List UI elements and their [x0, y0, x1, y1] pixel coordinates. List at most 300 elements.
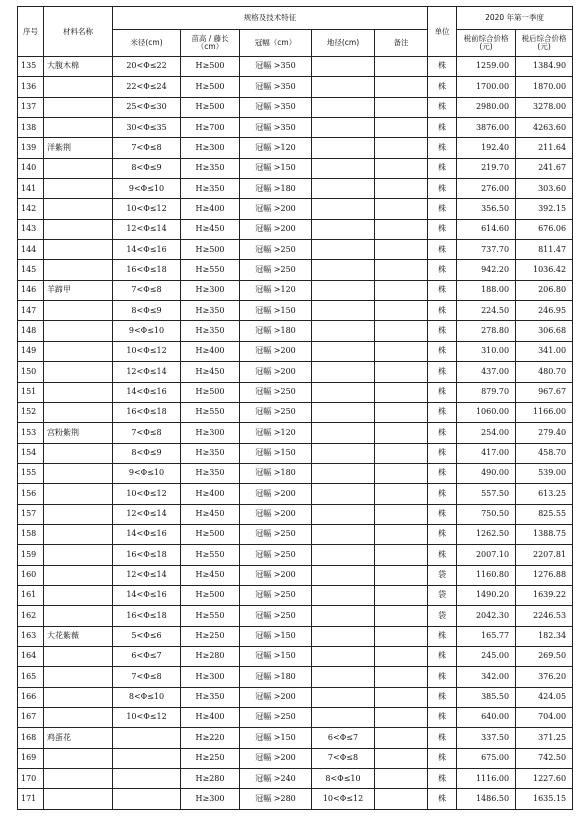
row-ground-diameter: 7<Φ≤8 [312, 748, 375, 768]
row-aftertax-price: 676.06 [516, 219, 573, 239]
row-crown: 冠幅 >200 [240, 504, 312, 524]
row-pretax-price: 1490.20 [457, 585, 516, 605]
row-crown: 冠幅 >150 [240, 626, 312, 646]
row-remark [375, 97, 428, 117]
header-height: 苗高 / 藤长（cm） [181, 30, 240, 57]
row-unit: 株 [428, 77, 457, 97]
row-no: 149 [18, 341, 44, 361]
row-unit: 株 [428, 382, 457, 402]
row-remark [375, 667, 428, 687]
row-unit: 株 [428, 362, 457, 382]
table-row [18, 545, 573, 565]
row-remark [375, 646, 428, 666]
row-remark [375, 382, 428, 402]
row-no: 165 [18, 667, 44, 687]
row-ground-diameter [312, 118, 375, 138]
row-crown: 冠幅 >240 [240, 769, 312, 789]
header-aftertax: 税后综合价格(元) [516, 30, 573, 57]
row-aftertax-price: 458.70 [516, 443, 573, 463]
row-unit: 株 [428, 545, 457, 565]
row-no: 163 [18, 626, 44, 646]
table-row [18, 728, 573, 748]
row-height: H≥500 [181, 57, 240, 77]
row-ground-diameter [312, 77, 375, 97]
row-diameter: 12<Φ≤14 [113, 362, 181, 382]
row-pretax-price: 557.50 [457, 484, 516, 504]
row-diameter: 7<Φ≤8 [113, 423, 181, 443]
row-crown: 冠幅 >250 [240, 606, 312, 626]
row-height: H≥300 [181, 667, 240, 687]
row-diameter: 6<Φ≤7 [113, 646, 181, 666]
row-no: 170 [18, 769, 44, 789]
row-pretax-price: 342.00 [457, 667, 516, 687]
row-height: H≥500 [181, 97, 240, 117]
row-no: 167 [18, 708, 44, 728]
row-no: 160 [18, 565, 44, 585]
row-no: 162 [18, 606, 44, 626]
row-height: H≥500 [181, 382, 240, 402]
row-diameter: 7<Φ≤8 [113, 280, 181, 300]
row-aftertax-price: 2246.53 [516, 606, 573, 626]
row-pretax-price: 188.00 [457, 280, 516, 300]
row-ground-diameter: 10<Φ≤12 [312, 789, 375, 809]
row-no: 137 [18, 97, 44, 117]
row-unit: 株 [428, 97, 457, 117]
row-pretax-price: 1262.50 [457, 524, 516, 544]
row-height: H≥500 [181, 240, 240, 260]
row-remark [375, 504, 428, 524]
row-aftertax-price: 4263.60 [516, 118, 573, 138]
row-crown: 冠幅 >150 [240, 301, 312, 321]
row-aftertax-price: 246.95 [516, 301, 573, 321]
row-crown: 冠幅 >350 [240, 57, 312, 77]
row-ground-diameter [312, 219, 375, 239]
row-ground-diameter [312, 179, 375, 199]
row-crown: 冠幅 >150 [240, 728, 312, 748]
row-diameter: 16<Φ≤18 [113, 260, 181, 280]
row-diameter [113, 748, 181, 768]
row-unit: 株 [428, 443, 457, 463]
row-remark [375, 280, 428, 300]
row-ground-diameter [312, 606, 375, 626]
row-unit: 株 [428, 260, 457, 280]
row-material-name [44, 260, 113, 280]
row-ground-diameter [312, 260, 375, 280]
row-no: 136 [18, 77, 44, 97]
row-crown: 冠幅 >250 [240, 260, 312, 280]
row-pretax-price: 2042.30 [457, 606, 516, 626]
header-material: 材料名称 [44, 7, 113, 57]
row-diameter [113, 728, 181, 748]
row-crown: 冠幅 >200 [240, 565, 312, 585]
row-remark [375, 301, 428, 321]
row-height: H≥350 [181, 158, 240, 178]
row-no: 150 [18, 362, 44, 382]
row-pretax-price: 437.00 [457, 362, 516, 382]
row-crown: 冠幅 >200 [240, 199, 312, 219]
row-unit: 株 [428, 789, 457, 809]
row-pretax-price: 165.77 [457, 626, 516, 646]
row-pretax-price: 278.80 [457, 321, 516, 341]
table-row [18, 789, 573, 809]
row-aftertax-price: 1635.15 [516, 789, 573, 809]
row-material-name: 大腹木棉 [44, 57, 113, 77]
row-crown: 冠幅 >350 [240, 77, 312, 97]
row-no: 144 [18, 240, 44, 260]
row-crown: 冠幅 >120 [240, 423, 312, 443]
row-unit: 株 [428, 484, 457, 504]
row-ground-diameter [312, 240, 375, 260]
row-remark [375, 606, 428, 626]
row-aftertax-price: 1384.90 [516, 57, 573, 77]
row-material-name [44, 585, 113, 605]
row-diameter: 10<Φ≤12 [113, 341, 181, 361]
table-row [18, 708, 573, 728]
row-no: 151 [18, 382, 44, 402]
row-remark [375, 565, 428, 585]
row-aftertax-price: 1870.00 [516, 77, 573, 97]
row-diameter: 10<Φ≤12 [113, 708, 181, 728]
row-material-name [44, 667, 113, 687]
table-row [18, 179, 573, 199]
row-remark [375, 626, 428, 646]
header-period: 2020 年第一季度 [457, 7, 573, 30]
row-crown: 冠幅 >200 [240, 219, 312, 239]
row-material-name [44, 545, 113, 565]
row-ground-diameter [312, 687, 375, 707]
row-crown: 冠幅 >350 [240, 97, 312, 117]
row-unit: 株 [428, 118, 457, 138]
row-diameter: 25<Φ≤30 [113, 97, 181, 117]
row-remark [375, 524, 428, 544]
row-no: 135 [18, 57, 44, 77]
row-aftertax-price: 211.64 [516, 138, 573, 158]
row-aftertax-price: 306.68 [516, 321, 573, 341]
row-no: 139 [18, 138, 44, 158]
row-pretax-price: 219.70 [457, 158, 516, 178]
row-material-name [44, 606, 113, 626]
row-aftertax-price: 1276.88 [516, 565, 573, 585]
row-aftertax-price: 742.50 [516, 748, 573, 768]
row-height: H≥400 [181, 199, 240, 219]
table-row [18, 687, 573, 707]
row-crown: 冠幅 >350 [240, 118, 312, 138]
table-header [18, 7, 573, 57]
table-row [18, 423, 573, 443]
row-diameter: 14<Φ≤16 [113, 382, 181, 402]
header-no: 序号 [18, 7, 44, 57]
row-height: H≥300 [181, 789, 240, 809]
row-pretax-price: 2980.00 [457, 97, 516, 117]
row-remark [375, 402, 428, 422]
row-unit: 株 [428, 504, 457, 524]
row-height: H≥280 [181, 646, 240, 666]
row-diameter: 8<Φ≤9 [113, 301, 181, 321]
table-row [18, 769, 573, 789]
row-diameter: 12<Φ≤14 [113, 504, 181, 524]
row-ground-diameter [312, 524, 375, 544]
row-aftertax-price: 704.00 [516, 708, 573, 728]
row-aftertax-price: 241.67 [516, 158, 573, 178]
row-remark [375, 769, 428, 789]
table-row [18, 606, 573, 626]
row-pretax-price: 1700.00 [457, 77, 516, 97]
row-crown: 冠幅 >250 [240, 402, 312, 422]
row-aftertax-price: 1388.75 [516, 524, 573, 544]
row-diameter: 7<Φ≤8 [113, 667, 181, 687]
row-no: 169 [18, 748, 44, 768]
row-pretax-price: 675.00 [457, 748, 516, 768]
row-material-name [44, 341, 113, 361]
row-material-name [44, 748, 113, 768]
row-material-name [44, 158, 113, 178]
row-height: H≥500 [181, 524, 240, 544]
row-crown: 冠幅 >120 [240, 138, 312, 158]
row-material-name [44, 240, 113, 260]
row-ground-diameter [312, 382, 375, 402]
row-material-name [44, 524, 113, 544]
row-material-name: 羊蹄甲 [44, 280, 113, 300]
row-pretax-price: 192.40 [457, 138, 516, 158]
row-height: H≥400 [181, 708, 240, 728]
row-unit: 株 [428, 219, 457, 239]
row-material-name [44, 504, 113, 524]
table-body [18, 57, 573, 810]
row-crown: 冠幅 >250 [240, 585, 312, 605]
row-remark [375, 463, 428, 483]
row-diameter: 10<Φ≤12 [113, 484, 181, 504]
row-remark [375, 321, 428, 341]
row-material-name [44, 219, 113, 239]
row-remark [375, 362, 428, 382]
row-material-name [44, 789, 113, 809]
header-spec: 规格及技术特征 [113, 7, 428, 30]
row-no: 164 [18, 646, 44, 666]
row-remark [375, 728, 428, 748]
row-diameter: 12<Φ≤14 [113, 565, 181, 585]
row-unit: 株 [428, 57, 457, 77]
row-unit: 株 [428, 321, 457, 341]
row-ground-diameter [312, 504, 375, 524]
row-remark [375, 443, 428, 463]
row-height: H≥400 [181, 341, 240, 361]
row-remark [375, 219, 428, 239]
row-material-name [44, 402, 113, 422]
row-material-name [44, 484, 113, 504]
row-no: 141 [18, 179, 44, 199]
row-diameter: 14<Φ≤16 [113, 585, 181, 605]
row-unit: 株 [428, 728, 457, 748]
row-aftertax-price: 341.00 [516, 341, 573, 361]
row-no: 148 [18, 321, 44, 341]
row-height: H≥350 [181, 179, 240, 199]
row-pretax-price: 737.70 [457, 240, 516, 260]
row-aftertax-price: 371.25 [516, 728, 573, 748]
table-row [18, 565, 573, 585]
row-material-name [44, 199, 113, 219]
row-unit: 株 [428, 341, 457, 361]
row-no: 158 [18, 524, 44, 544]
row-height: H≥250 [181, 626, 240, 646]
row-remark [375, 545, 428, 565]
row-material-name [44, 646, 113, 666]
row-remark [375, 77, 428, 97]
row-unit: 株 [428, 687, 457, 707]
row-pretax-price: 245.00 [457, 646, 516, 666]
row-aftertax-price: 613.25 [516, 484, 573, 504]
row-ground-diameter [312, 484, 375, 504]
table-row [18, 362, 573, 382]
row-crown: 冠幅 >200 [240, 687, 312, 707]
row-pretax-price: 490.00 [457, 463, 516, 483]
row-material-name [44, 463, 113, 483]
row-no: 152 [18, 402, 44, 422]
row-diameter: 16<Φ≤18 [113, 402, 181, 422]
row-diameter: 8<Φ≤9 [113, 443, 181, 463]
row-material-name [44, 443, 113, 463]
row-unit: 株 [428, 748, 457, 768]
row-unit: 株 [428, 769, 457, 789]
row-aftertax-price: 182.34 [516, 626, 573, 646]
row-no: 157 [18, 504, 44, 524]
row-aftertax-price: 269.50 [516, 646, 573, 666]
row-unit: 袋 [428, 585, 457, 605]
row-ground-diameter [312, 565, 375, 585]
row-aftertax-price: 424.05 [516, 687, 573, 707]
row-diameter: 8<Φ≤9 [113, 158, 181, 178]
row-unit: 株 [428, 626, 457, 646]
row-crown: 冠幅 >200 [240, 484, 312, 504]
row-unit: 株 [428, 667, 457, 687]
row-unit: 株 [428, 280, 457, 300]
row-aftertax-price: 1639.22 [516, 585, 573, 605]
row-no: 146 [18, 280, 44, 300]
row-ground-diameter [312, 545, 375, 565]
row-height: H≥250 [181, 748, 240, 768]
table-row [18, 158, 573, 178]
row-remark [375, 179, 428, 199]
row-height: H≥500 [181, 77, 240, 97]
row-diameter: 9<Φ≤10 [113, 179, 181, 199]
table-row [18, 484, 573, 504]
row-aftertax-price: 539.00 [516, 463, 573, 483]
row-height: H≥300 [181, 423, 240, 443]
table-row [18, 97, 573, 117]
row-material-name: 洋紫荆 [44, 138, 113, 158]
row-unit: 株 [428, 138, 457, 158]
row-unit: 株 [428, 301, 457, 321]
row-ground-diameter [312, 341, 375, 361]
row-remark [375, 687, 428, 707]
row-pretax-price: 310.00 [457, 341, 516, 361]
row-remark [375, 484, 428, 504]
row-ground-diameter [312, 708, 375, 728]
row-crown: 冠幅 >280 [240, 789, 312, 809]
row-diameter: 8<Φ≤10 [113, 687, 181, 707]
header-ground: 地径(cm) [312, 30, 375, 57]
row-ground-diameter [312, 199, 375, 219]
table-row [18, 463, 573, 483]
row-pretax-price: 1060.00 [457, 402, 516, 422]
row-ground-diameter [312, 301, 375, 321]
row-unit: 株 [428, 708, 457, 728]
row-material-name [44, 565, 113, 585]
price-table [17, 6, 573, 810]
row-height: H≥350 [181, 301, 240, 321]
row-pretax-price: 1259.00 [457, 57, 516, 77]
row-ground-diameter [312, 97, 375, 117]
row-remark [375, 708, 428, 728]
row-crown: 冠幅 >180 [240, 179, 312, 199]
table-row [18, 118, 573, 138]
row-aftertax-price: 3278.00 [516, 97, 573, 117]
row-diameter: 16<Φ≤18 [113, 545, 181, 565]
row-height: H≥350 [181, 321, 240, 341]
table-row [18, 748, 573, 768]
row-crown: 冠幅 >150 [240, 158, 312, 178]
row-ground-diameter [312, 158, 375, 178]
row-unit: 株 [428, 158, 457, 178]
header-unit: 单位 [428, 7, 457, 57]
row-material-name: 宫粉紫荆 [44, 423, 113, 443]
row-height: H≥350 [181, 463, 240, 483]
row-height: H≥450 [181, 219, 240, 239]
row-height: H≥450 [181, 362, 240, 382]
row-crown: 冠幅 >250 [240, 382, 312, 402]
row-diameter: 7<Φ≤8 [113, 138, 181, 158]
row-diameter: 22<Φ≤24 [113, 77, 181, 97]
row-ground-diameter [312, 321, 375, 341]
row-remark [375, 789, 428, 809]
row-pretax-price: 640.00 [457, 708, 516, 728]
row-crown: 冠幅 >150 [240, 646, 312, 666]
row-pretax-price: 1116.00 [457, 769, 516, 789]
header-pretax: 税前综合价格(元) [457, 30, 516, 57]
row-no: 145 [18, 260, 44, 280]
row-pretax-price: 750.50 [457, 504, 516, 524]
table-row [18, 301, 573, 321]
row-ground-diameter: 6<Φ≤7 [312, 728, 375, 748]
row-no: 168 [18, 728, 44, 748]
table-row [18, 402, 573, 422]
row-aftertax-price: 2207.81 [516, 545, 573, 565]
row-aftertax-price: 392.15 [516, 199, 573, 219]
row-pretax-price: 356.50 [457, 199, 516, 219]
row-aftertax-price: 480.70 [516, 362, 573, 382]
row-height: H≥220 [181, 728, 240, 748]
row-remark [375, 118, 428, 138]
row-remark [375, 260, 428, 280]
row-height: H≥550 [181, 606, 240, 626]
row-ground-diameter [312, 463, 375, 483]
row-aftertax-price: 279.40 [516, 423, 573, 443]
row-no: 155 [18, 463, 44, 483]
row-no: 142 [18, 199, 44, 219]
row-height: H≥550 [181, 260, 240, 280]
row-aftertax-price: 825.55 [516, 504, 573, 524]
table-row [18, 57, 573, 77]
row-material-name: 鸡蛋花 [44, 728, 113, 748]
row-ground-diameter [312, 362, 375, 382]
row-ground-diameter [312, 443, 375, 463]
row-no: 154 [18, 443, 44, 463]
row-diameter [113, 789, 181, 809]
table-row [18, 77, 573, 97]
row-unit: 株 [428, 179, 457, 199]
row-diameter: 30<Φ≤35 [113, 118, 181, 138]
row-aftertax-price: 1227.60 [516, 769, 573, 789]
row-material-name [44, 362, 113, 382]
